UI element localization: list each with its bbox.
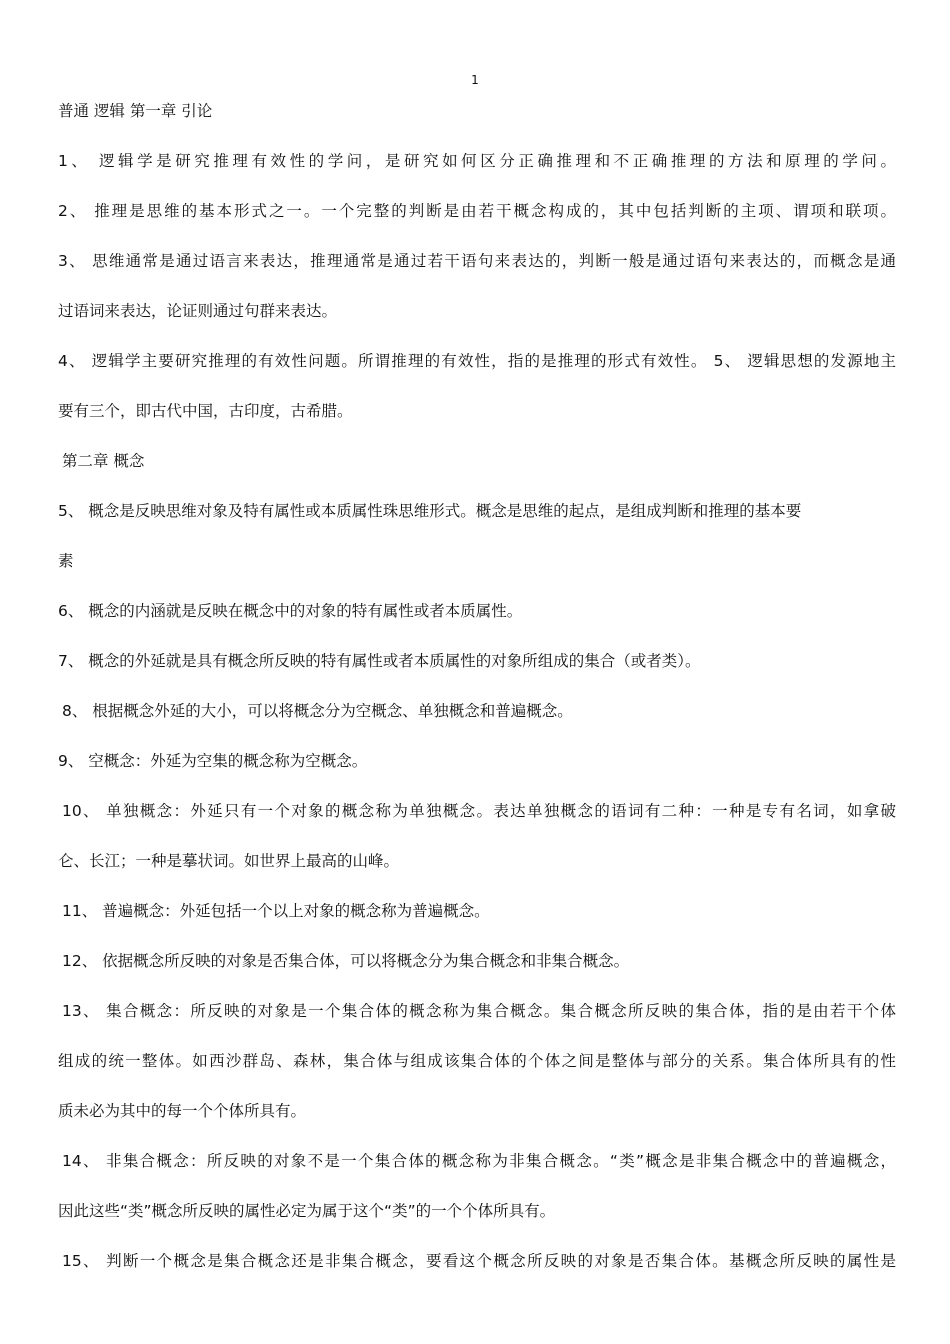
- paragraph-line: 8、 根据概念外延的大小，可以将概念分为空概念、单独概念和普遍概念。: [62, 702, 573, 720]
- paragraph-line: 质未必为其中的每一个个体所具有。: [58, 1102, 307, 1120]
- paragraph-line: 5、 概念是反映思维对象及特有属性或本质属性珠思维形式。概念是思维的起点，是组成判断和推理的基本要: [58, 502, 802, 520]
- paragraph-line: 素: [58, 552, 74, 570]
- paragraph-line: 因此这些“类”概念所反映的属性必定为属于这个“类”的一个个体所具有。: [58, 1202, 556, 1220]
- paragraph-line: 3、 思维通常是通过语言来表达，推理通常是通过若干语句来表达的，判断一般是通过语句来表达的，而概念是通: [58, 252, 896, 270]
- paragraph-line: 组成的统一整体。如西沙群岛、森林，集合体与组成该集合体的个体之间是整体与部分的关系。集合体所具有的性: [58, 1052, 896, 1070]
- chapter-1-heading: 普通 逻辑 第一章 引论: [58, 102, 213, 120]
- paragraph-line: 15、 判断一个概念是集合概念还是非集合概念，要看这个概念所反映的对象是否集合体。基概念所反映的属性是: [62, 1252, 896, 1270]
- paragraph-line: 10、 单独概念：外延只有一个对象的概念称为单独概念。表达单独概念的语词有二种：一种是专有名词，如拿破: [62, 802, 896, 820]
- paragraph-line: 6、 概念的内涵就是反映在概念中的对象的特有属性或者本质属性。: [58, 602, 523, 620]
- paragraph-line: 11、 普遍概念：外延包括一个以上对象的概念称为普遍概念。: [62, 902, 490, 920]
- paragraph-line: 4、 逻辑学主要研究推理的有效性问题。所谓推理的有效性，指的是推理的形式有效性。 5、 逻辑思想的发源地主: [58, 352, 896, 370]
- paragraph-line: 1、 逻辑学是研究推理有效性的学问，是研究如何区分正确推理和不正确推理的方法和原理的学问。: [58, 152, 896, 170]
- paragraph-line: 7、 概念的外延就是具有概念所反映的特有属性或者本质属性的对象所组成的集合（或者类）。: [58, 652, 701, 670]
- paragraph-line: 过语词来表达，论证则通过句群来表达。: [58, 302, 338, 320]
- paragraph-line: 13、 集合概念：所反映的对象是一个集合体的概念称为集合概念。集合概念所反映的集合体，指的是由若干个体: [62, 1002, 896, 1020]
- paragraph-line: 2、 推理是思维的基本形式之一。一个完整的判断是由若干概念构成的，其中包括判断的主项、谓项和联项。: [58, 202, 896, 220]
- paragraph-line: 9、 空概念：外延为空集的概念称为空概念。: [58, 752, 368, 770]
- paragraph-line: 仑、长江；一种是摹状词。如世界上最高的山峰。: [58, 852, 400, 870]
- paragraph-line: 14、 非集合概念：所反映的对象不是一个集合体的概念称为非集合概念。“类”概念是非集合概念中的普遍概念，: [62, 1152, 896, 1170]
- page-number: 1: [471, 73, 479, 87]
- paragraph-line: 12、 依据概念所反映的对象是否集合体，可以将概念分为集合概念和非集合概念。: [62, 952, 630, 970]
- document-body: [58, 98, 896, 1298]
- paragraph-line: 要有三个，即古代中国，古印度，古希腊。: [58, 402, 353, 420]
- chapter-2-heading: 第二章 概念: [62, 452, 145, 470]
